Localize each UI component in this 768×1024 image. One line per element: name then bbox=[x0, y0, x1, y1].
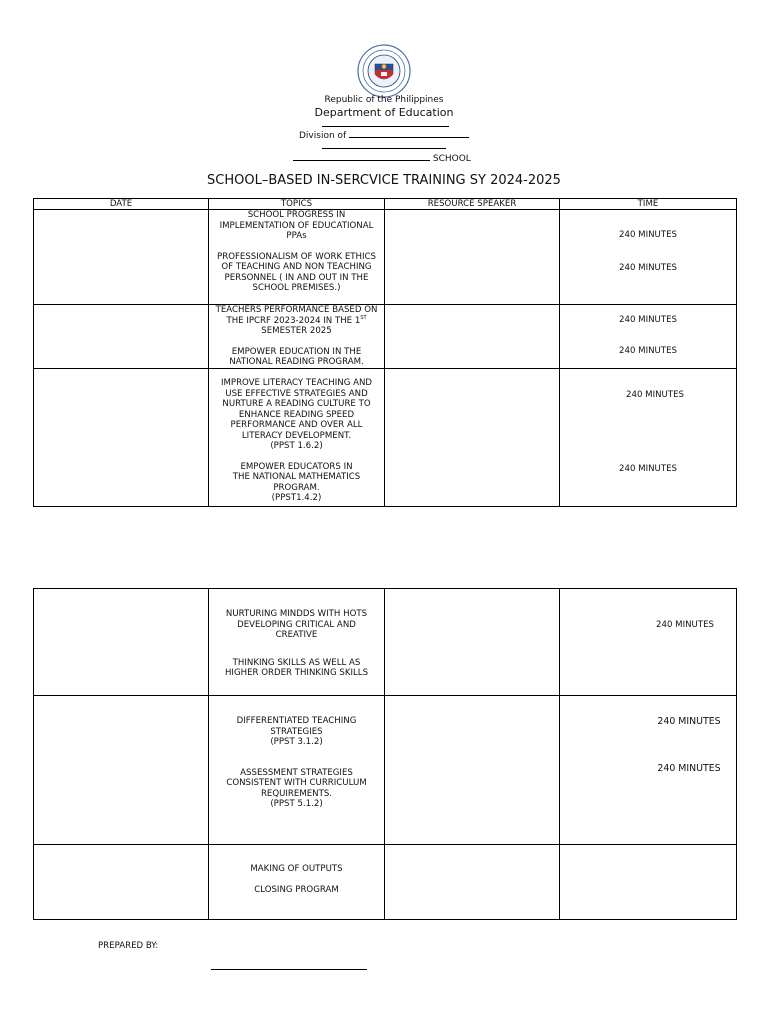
topic-item: CLOSING PROGRAM bbox=[254, 884, 339, 895]
deped-seal bbox=[357, 44, 411, 98]
topic-item: EMPOWER EDUCATION IN THE NATIONAL READING PROGRAM. bbox=[229, 346, 364, 367]
date-cell bbox=[34, 369, 209, 507]
republic-line: Republic of the Philippines bbox=[324, 95, 444, 105]
column-header-topics: TOPICS bbox=[209, 199, 385, 210]
column-header-resource-speaker: RESOURCE SPEAKER bbox=[385, 199, 560, 210]
date-cell bbox=[34, 210, 209, 305]
ppst-code: (PPST 3.1.2) bbox=[270, 737, 323, 747]
topic-item: NURTURING MINDDS WITH HOTS DEVELOPING CRITICAL AND CREATIVE bbox=[225, 609, 368, 640]
topic-superscript: ST bbox=[360, 314, 367, 321]
topics-cell bbox=[209, 305, 385, 369]
topic-item: IMPROVE LITERACY TEACHING AND USE EFFECTIVE STRATEGIES AND NURTURE A READING CULTURE TO ENHANCE READING SPEED PERFORMANCE AND OVER ALL LITERACY DEVELOPMENT. bbox=[220, 378, 373, 441]
table-row bbox=[34, 589, 737, 696]
topic-item: EMPOWER EDUCATORS IN THE NATIONAL MATHEMATICS PROGRAM. bbox=[232, 461, 361, 493]
ppst-code: (PPST 1.6.2) bbox=[270, 441, 323, 451]
topics-cell bbox=[209, 589, 385, 696]
date-cell bbox=[34, 696, 209, 845]
table-row bbox=[34, 305, 737, 369]
ppst-code: (PPST1.4.2) bbox=[271, 493, 322, 503]
date-cell bbox=[34, 305, 209, 369]
school-row bbox=[293, 151, 471, 164]
date-cell bbox=[34, 589, 209, 696]
resource-speaker-cell bbox=[385, 696, 560, 845]
time-value: 240 MINUTES bbox=[619, 463, 677, 474]
table-row bbox=[34, 845, 737, 920]
resource-speaker-cell bbox=[385, 369, 560, 507]
resource-speaker-cell bbox=[385, 210, 560, 305]
table-row bbox=[34, 696, 737, 845]
prepared-by-label: PREPARED BY: bbox=[98, 941, 159, 951]
prepared-by-signature-line bbox=[211, 969, 367, 970]
time-value: 240 MINUTES bbox=[657, 762, 721, 774]
topics-cell bbox=[209, 696, 385, 845]
school-label: SCHOOL bbox=[432, 154, 471, 164]
time-cell bbox=[560, 305, 737, 369]
resource-speaker-cell bbox=[385, 845, 560, 920]
date-cell bbox=[34, 845, 209, 920]
division-underline-2 bbox=[322, 148, 446, 149]
division-row bbox=[299, 128, 469, 141]
column-header-date: DATE bbox=[34, 199, 209, 210]
time-cell bbox=[560, 369, 737, 507]
topic-item: MAKING OF OUTPUTS bbox=[250, 864, 343, 874]
resource-speaker-cell bbox=[385, 589, 560, 696]
topic-item: ASSESSMENT STRATEGIES CONSISTENT WITH CURRICULUM REQUIREMENTS. bbox=[226, 767, 367, 799]
time-cell bbox=[560, 210, 737, 305]
table-header-row bbox=[34, 199, 737, 210]
topics-cell bbox=[209, 845, 385, 920]
time-value: 240 MINUTES bbox=[619, 262, 677, 273]
topic-item: DIFFERENTIATED TEACHING STRATEGIES bbox=[236, 716, 357, 737]
department-underline bbox=[322, 126, 449, 127]
school-blank bbox=[293, 151, 430, 161]
time-value: 240 MINUTES bbox=[656, 620, 714, 630]
time-value: 240 MINUTES bbox=[657, 716, 721, 727]
training-schedule-table bbox=[33, 198, 737, 507]
ppst-code: (PPST 5.1.2) bbox=[270, 799, 323, 809]
time-cell bbox=[560, 589, 737, 696]
time-cell bbox=[560, 845, 737, 920]
resource-speaker-cell bbox=[385, 305, 560, 369]
training-schedule-table-continued bbox=[33, 588, 737, 920]
topic-item: THINKING SKILLS AS WELL AS HIGHER ORDER THINKING SKILLS bbox=[224, 657, 369, 678]
topic-item: SCHOOL PROGRESS IN IMPLEMENTATION OF EDUCATIONAL PPAs bbox=[219, 210, 374, 241]
table-row bbox=[34, 369, 737, 507]
time-value: 240 MINUTES bbox=[619, 230, 677, 240]
topic-item: PROFESSIONALISM OF WORK ETHICS OF TEACHING AND NON TEACHING PERSONNEL ( IN AND OUT IN THE SCHOOL PREMISES.) bbox=[217, 251, 376, 293]
topic-item bbox=[215, 305, 378, 337]
time-value: 240 MINUTES bbox=[626, 390, 684, 400]
division-label: Division of bbox=[299, 131, 347, 141]
topics-cell bbox=[209, 369, 385, 507]
time-cell bbox=[560, 696, 737, 845]
table-row bbox=[34, 210, 737, 305]
document-title: SCHOOL–BASED IN-SERCVICE TRAINING SY 2024-2025 bbox=[207, 173, 561, 188]
topic-text: TEACHERS PERFORMANCE BASED ON THE IPCRF 2023-2024 IN THE 1 bbox=[215, 305, 378, 326]
topic-text-tail: SEMESTER 2025 bbox=[261, 326, 332, 336]
column-header-time: TIME bbox=[560, 199, 737, 210]
department-line: Department of Education bbox=[314, 106, 454, 119]
time-value: 240 MINUTES bbox=[619, 345, 677, 356]
topics-cell bbox=[209, 210, 385, 305]
time-value: 240 MINUTES bbox=[619, 315, 677, 325]
division-blank bbox=[349, 128, 469, 138]
